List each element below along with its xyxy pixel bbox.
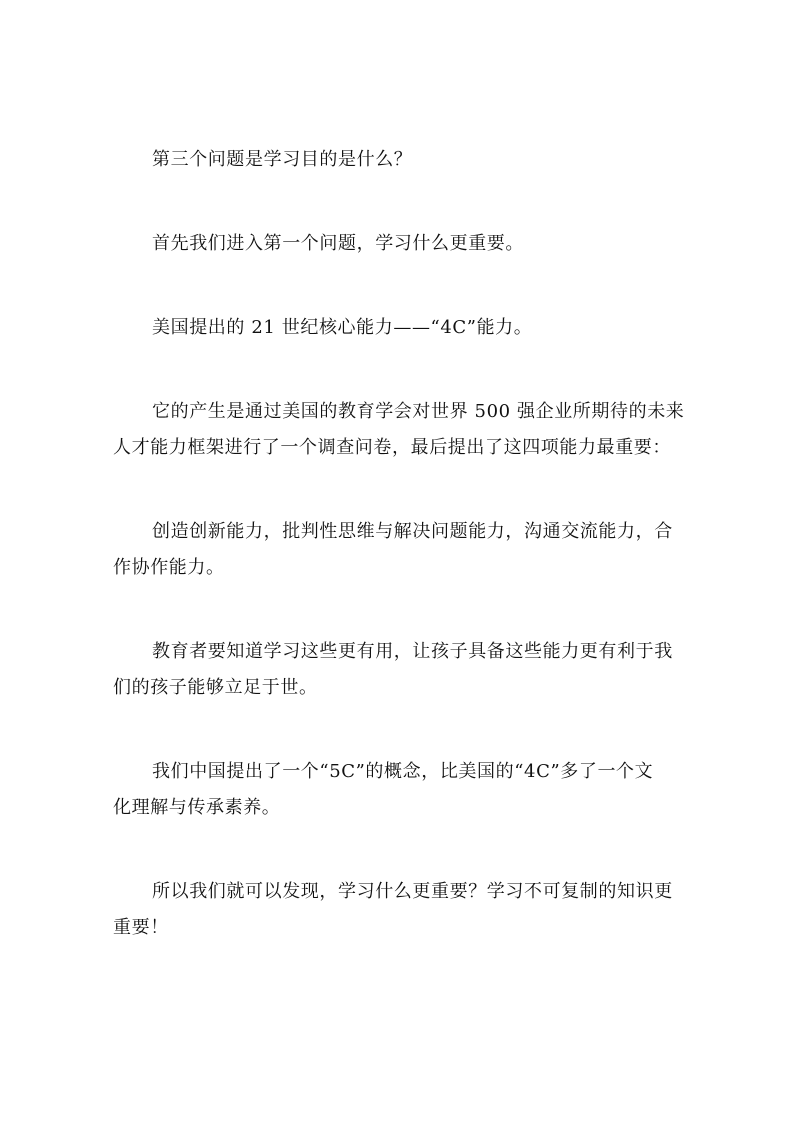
paragraph-8 bbox=[113, 874, 687, 946]
paragraph-line: 所以我们就可以发现，学习什么更重要？学习不可复制的知识更 bbox=[152, 881, 673, 902]
paragraph-line: 作协作能力。 bbox=[113, 557, 225, 578]
paragraph-line: 教育者要知道学习这些更有用，让孩子具备这些能力更有利于我 bbox=[152, 641, 673, 662]
paragraph-7 bbox=[113, 754, 687, 826]
paragraph-line: 第三个问题是学习目的是什么？ bbox=[152, 149, 413, 170]
paragraph-line: 化理解与传承素养。 bbox=[113, 797, 281, 818]
paragraph-line: 首先我们进入第一个问题，学习什么更重要。 bbox=[152, 233, 524, 254]
paragraph-6 bbox=[113, 634, 687, 706]
paragraph-line: 创造创新能力，批判性思维与解决问题能力，沟通交流能力，合 bbox=[152, 521, 673, 542]
paragraph-3 bbox=[113, 310, 687, 346]
paragraph-5 bbox=[113, 514, 687, 586]
paragraph-1 bbox=[113, 142, 687, 178]
paragraph-4 bbox=[113, 394, 687, 466]
paragraph-line: 我们中国提出了一个“5C”的概念，比美国的“4C”多了一个文 bbox=[152, 761, 654, 782]
paragraph-2 bbox=[113, 226, 687, 262]
paragraph-line: 重要！ bbox=[113, 917, 169, 938]
paragraph-line: 人才能力框架进行了一个调查问卷，最后提出了这四项能力最重要： bbox=[113, 437, 671, 458]
paragraph-line: 们的孩子能够立足于世。 bbox=[113, 677, 318, 698]
paragraph-line: 美国提出的 21 世纪核心能力——“4C”能力。 bbox=[152, 317, 533, 338]
paragraph-line: 它的产生是通过美国的教育学会对世界 500 强企业所期待的未来 bbox=[152, 401, 685, 422]
